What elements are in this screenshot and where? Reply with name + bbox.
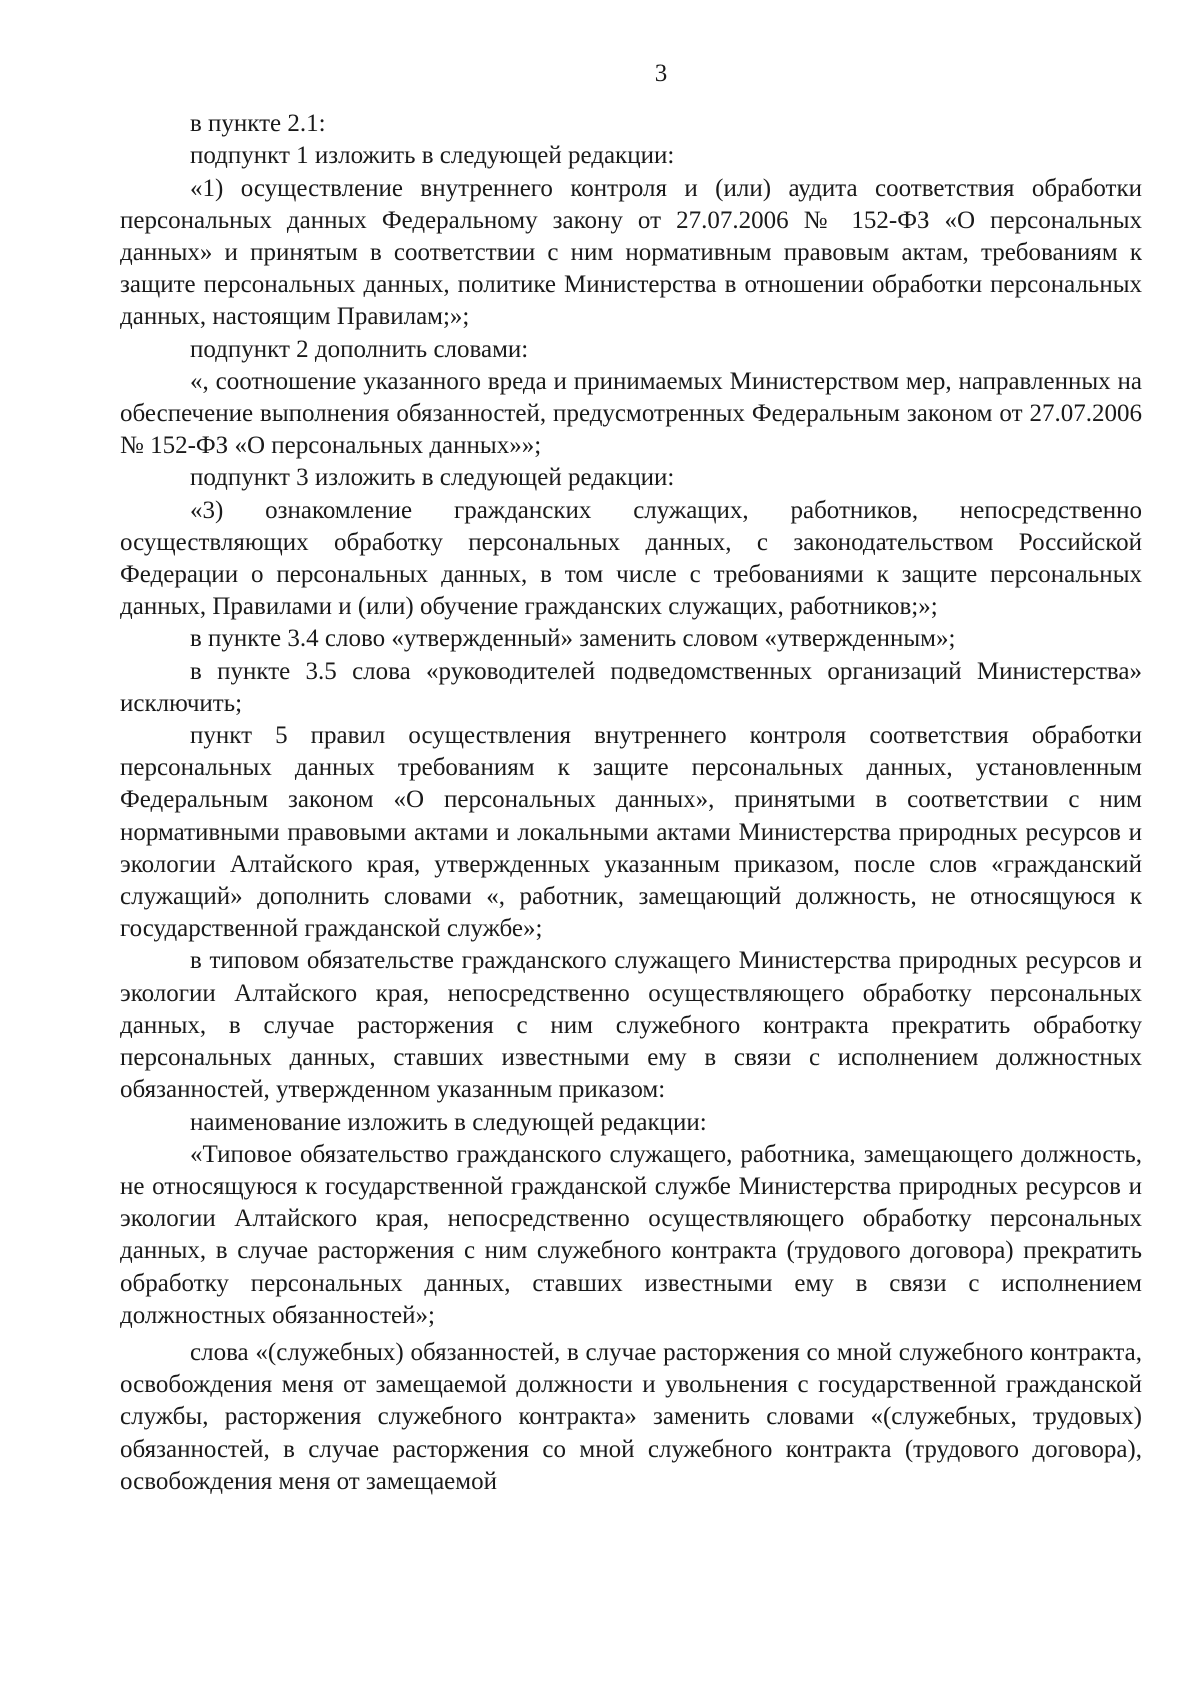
paragraph: подпункт 3 изложить в следующей редакции: — [190, 464, 675, 492]
paragraph: пункт 5 правил осуществления внутреннего контроля соответствия обработки персональных данных требованиям к защите персональных данных, установленным Федеральным законом «О персональных данных», принятыми в соответствии с ним нормативными правовыми актами и локальными актами Министерства природных ресурсов и экологии Алтайского края, утвержденных указанным приказом, после слов «гражданский служащий» дополнить словами «, работник, замещающий должность, не относящуюся к государственной гражданской службе»; — [120, 722, 1142, 943]
paragraph: подпункт 1 изложить в следующей редакции: — [190, 142, 675, 170]
paragraph: «, соотношение указанного вреда и принимаемых Министерством мер, направленных на обеспечение выполнения обязанностей, предусмотренных Федеральным законом от 27.07.2006 № 152-ФЗ «О персональных данных»»; — [120, 367, 1142, 460]
paragraph: в типовом обязательстве гражданского служащего Министерства природных ресурсов и экологии Алтайского края, непосредственно осуществляющего обработку персональных данных, в случае расторжения с ним служебного контракта прекратить обработку персональных данных, ставших известными ему в связи с исполнением должностных обязанностей, утвержденном указанным приказом: — [120, 947, 1142, 1104]
paragraph: в пункте 3.5 слова «руководителей подведомственных организаций Министерства» исключить; — [120, 657, 1142, 717]
paragraph: подпункт 2 дополнить словами: — [190, 335, 529, 363]
paragraph: «3) ознакомление гражданских служащих, работников, непосредственно осуществляющих обработку персональных данных, с законодательством Российской Федерации о персональных данных, в том числе с требованиями к защите персональных данных, Правилами и (или) обучение гражданских служащих, работников;»; — [120, 496, 1142, 621]
page-number: 3 — [654, 60, 668, 87]
paragraph: «Типовое обязательство гражданского служащего, работника, замещающего должность, не относящуюся к государственной гражданской службе Министерства природных ресурсов и экологии Алтайского края, непосредственно осуществляющего обработку персональных данных, в случае расторжения с ним служебного контракта (трудового договора) прекратить обработку персональных данных, ставших известными ему в связи с исполнением должностных обязанностей»; — [120, 1140, 1142, 1329]
document-body — [120, 108, 1142, 1498]
paragraph: «1) осуществление внутреннего контроля и (или) аудита соответствия обработки персональных данных Федеральному закону от 27.07.2006 № 152-ФЗ «О персональных данных» и принятым в соответствии с ним нормативным правовым актам, требованиям к защите персональных данных, политике Министерства в отношении обработки персональных данных, настоящим Правилам;»; — [120, 174, 1142, 331]
paragraph: наименование изложить в следующей редакции: — [190, 1108, 707, 1136]
paragraph: слова «(служебных) обязанностей, в случае расторжения со мной служебного контракта, освобождения меня от замещаемой должности и увольнения с государственной гражданской службы, расторжения служебного контракта» заменить словами «(служебных, трудовых) обязанностей, в случае расторжения со мной служебного контракта (трудового договора), освобождения меня от замещаемой — [120, 1338, 1142, 1495]
paragraph: в пункте 2.1: — [190, 110, 326, 138]
paragraph: в пункте 3.4 слово «утвержденный» заменить словом «утвержденным»; — [190, 625, 956, 653]
